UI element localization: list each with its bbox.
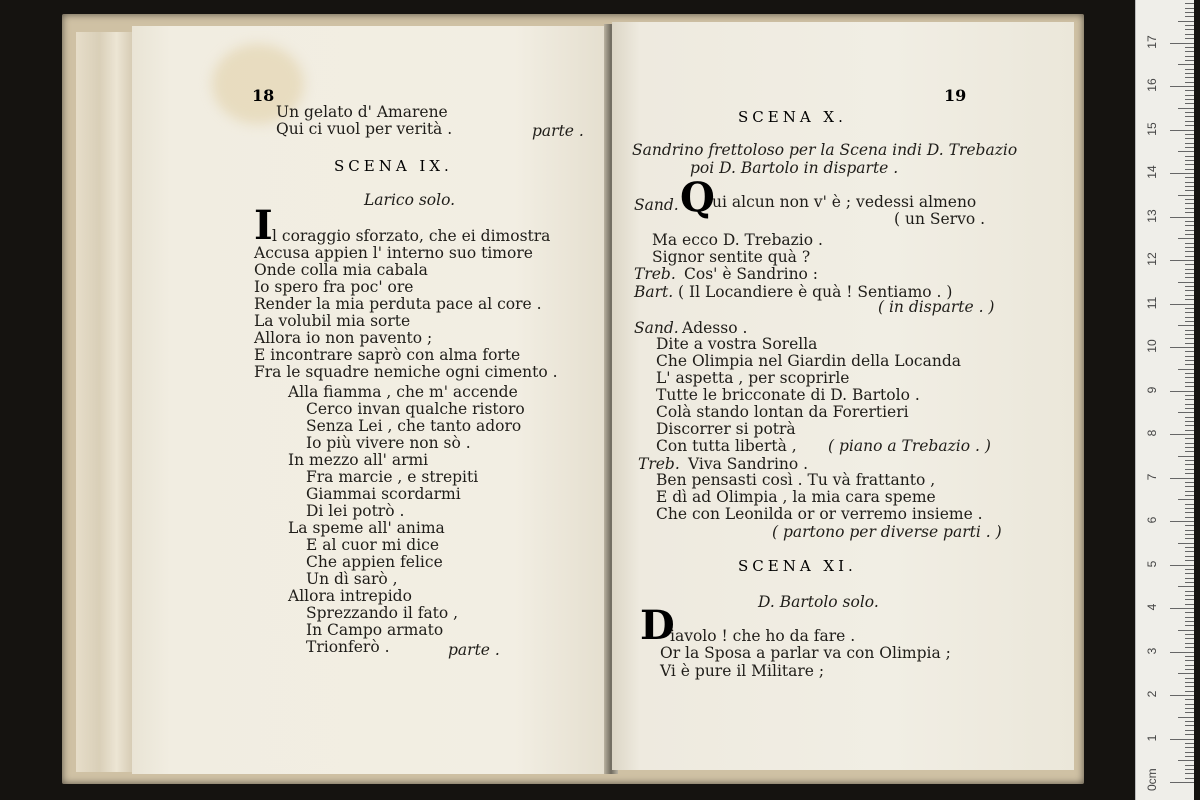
d-line-1: Or la Sposa a parlar va con Olimpia ; (660, 644, 951, 662)
ruler-tick (1185, 634, 1194, 635)
ruler-tick (1185, 612, 1194, 613)
speaker-sand-1: Sand. (634, 196, 679, 214)
ruler-tick (1185, 556, 1194, 557)
ruler-tick (1185, 73, 1194, 74)
ruler-tick (1178, 760, 1194, 761)
ruler-tick (1185, 125, 1194, 126)
ruler-label: 7 (1145, 473, 1159, 480)
verse-line: Senza Lei , che tanto adoro (306, 417, 522, 435)
ruler-tick (1185, 203, 1194, 204)
verse-line: E dì ad Olimpia , la mia cara speme (656, 488, 936, 506)
ruler-tick (1185, 351, 1194, 352)
ruler-tick (1170, 43, 1194, 44)
ruler-tick (1170, 391, 1194, 392)
ruler-tick (1185, 725, 1194, 726)
ruler-label: 11 (1145, 296, 1159, 309)
ruler-tick (1185, 60, 1194, 61)
ruler-tick (1185, 69, 1194, 70)
ruler-tick (1185, 504, 1194, 505)
scene-x-direction-1: Sandrino frettoloso per la Scena indi D. Trebazio (632, 141, 1018, 159)
ruler-tick (1185, 525, 1194, 526)
ruler-tick (1185, 621, 1194, 622)
sand-first-line: ui alcun non v' è ; vedessi almeno (712, 193, 977, 211)
ruler-tick (1185, 730, 1194, 731)
ruler-tick (1178, 412, 1194, 413)
ruler-tick (1185, 8, 1194, 9)
ruler-tick (1185, 769, 1194, 770)
ruler-tick (1178, 151, 1194, 152)
ruler-tick (1185, 512, 1194, 513)
ruler-tick (1185, 308, 1194, 309)
ruler-tick (1185, 408, 1194, 409)
ruler-tick (1170, 521, 1194, 522)
ruler-tick (1185, 691, 1194, 692)
verse-line: Fra marcie , e strepiti (306, 468, 479, 486)
ruler-tick (1185, 704, 1194, 705)
ruler-tick (1185, 656, 1194, 657)
ruler-tick (1185, 625, 1194, 626)
ruler-tick (1185, 734, 1194, 735)
verse-line: Accusa appien l' interno suo timore (254, 244, 533, 262)
ruler-label: 17 (1145, 34, 1159, 49)
ruler-tick (1185, 230, 1194, 231)
ruler-tick (1178, 717, 1194, 718)
ruler-tick (1178, 21, 1194, 22)
scene-xi-direction: D. Bartolo solo. (758, 593, 879, 611)
ruler-tick (1185, 312, 1194, 313)
ruler-tick (1185, 756, 1194, 757)
ruler-tick (1185, 451, 1194, 452)
verse-line: Fra le squadre nemiche ogni cimento . (254, 363, 558, 381)
ruler-tick (1185, 604, 1194, 605)
ruler-tick (1185, 77, 1194, 78)
verse-line: Che appien felice (306, 553, 443, 571)
ruler-tick (1185, 247, 1194, 248)
ruler-tick (1185, 530, 1194, 531)
ruler-tick (1185, 638, 1194, 639)
ruler-tick (1185, 134, 1194, 135)
ruler-tick (1185, 660, 1194, 661)
ruler-label: 3 (1145, 647, 1159, 654)
ruler-tick (1185, 678, 1194, 679)
ruler-tick (1185, 34, 1194, 35)
ruler-tick (1185, 382, 1194, 383)
ruler-tick (1185, 669, 1194, 670)
ruler-tick (1185, 595, 1194, 596)
ruler-tick (1185, 377, 1194, 378)
right-line-a1: Ma ecco D. Trebazio . (652, 231, 823, 249)
verse-line: Un dì sarò , (306, 570, 398, 588)
verse-line: Tutte le bricconate di D. Bartolo . (656, 386, 920, 404)
ruler-tick (1185, 277, 1194, 278)
ruler-label: 2 (1145, 690, 1159, 698)
ruler-tick (1185, 51, 1194, 52)
ruler-label: 8 (1145, 429, 1159, 437)
drop-cap-d: D (640, 602, 675, 649)
ruler-tick (1185, 665, 1194, 666)
verse-line: Allora io non pavento ; (254, 329, 433, 347)
treb-line-1: Cos' è Sandrino : (684, 265, 819, 283)
ruler-tick (1185, 273, 1194, 274)
ruler-tick (1185, 221, 1194, 222)
ruler-tick (1185, 47, 1194, 48)
verse-line: Discorrer si potrà (656, 420, 796, 438)
ruler-tick (1185, 147, 1194, 148)
ruler-tick (1185, 290, 1194, 291)
ruler-tick (1185, 251, 1194, 252)
drop-cap-i: I (254, 202, 273, 249)
ruler-tick (1178, 238, 1194, 239)
ruler-tick (1185, 82, 1194, 83)
d-first-line: iavolo ! che ho da fare . (670, 627, 856, 645)
ruler-label: 5 (1145, 560, 1159, 567)
ruler-tick (1170, 608, 1194, 609)
ruler-tick (1178, 499, 1194, 500)
ruler-tick (1185, 399, 1194, 400)
ruler-tick (1185, 765, 1194, 766)
ruler-tick (1185, 747, 1194, 748)
ruler-tick (1185, 212, 1194, 213)
ruler-tick (1185, 647, 1194, 648)
ruler-tick (1185, 338, 1194, 339)
verse-line: Ben pensasti così . Tu và frattanto , (656, 471, 936, 489)
ruler-tick (1185, 112, 1194, 113)
ruler-tick (1185, 551, 1194, 552)
ruler-tick (1185, 138, 1194, 139)
ruler-label: 1 (1145, 734, 1159, 741)
ruler-tick (1185, 712, 1194, 713)
ruler-tick (1185, 256, 1194, 257)
ruler-tick (1170, 434, 1194, 435)
verse-line: Colà stando lontan da Forertieri (656, 403, 909, 421)
ruler-tick (1185, 99, 1194, 100)
verse-line: In mezzo all' armi (288, 451, 429, 469)
measuring-ruler (1135, 0, 1194, 800)
verse-line: In Campo armato (306, 621, 444, 639)
verse-line: Alla fiamma , che m' accende (288, 383, 518, 401)
ruler-tick (1185, 295, 1194, 296)
ruler-tick (1178, 325, 1194, 326)
ruler-tick (1185, 721, 1194, 722)
verse-line: Io più vivere non sò . (306, 434, 471, 452)
aside-piano: ( piano a Trebazio . ) (828, 437, 991, 455)
ruler-tick (1185, 156, 1194, 157)
left-top-line-2: Qui ci vuol per verità . (276, 120, 453, 138)
page-number-left: 18 (252, 86, 275, 105)
ruler-tick (1185, 430, 1194, 431)
scene-xi-title: SCENA XI. (738, 557, 857, 575)
ruler-label: 6 (1145, 516, 1159, 524)
ruler-tick (1185, 177, 1194, 178)
ruler-tick (1185, 343, 1194, 344)
ruler-tick (1178, 64, 1194, 65)
ruler-tick (1185, 517, 1194, 518)
verse-line: Trionferò . (306, 638, 390, 656)
ruler-tick (1170, 695, 1194, 696)
ruler-tick (1185, 269, 1194, 270)
treb-line-2: Viva Sandrino . (688, 455, 809, 473)
ruler-tick (1185, 38, 1194, 39)
verse-line: E incontrare saprò con alma forte (254, 346, 521, 364)
ruler-tick (1185, 743, 1194, 744)
ruler-tick (1185, 386, 1194, 387)
ruler-tick (1185, 464, 1194, 465)
verse-line: La volubil mia sorte (254, 312, 411, 330)
ruler-tick (1185, 599, 1194, 600)
ruler-tick (1178, 369, 1194, 370)
scene-x-title: SCENA X. (738, 108, 847, 126)
bart-aside: ( in disparte . ) (878, 298, 995, 316)
bart-line: ( Il Locandiere è quà ! Sentiamo . ) (678, 283, 953, 301)
ruler-tick (1170, 130, 1194, 131)
ruler-tick (1185, 199, 1194, 200)
ruler-tick (1185, 495, 1194, 496)
ruler-tick (1185, 591, 1194, 592)
sand-first-line-cont: ( un Servo . (894, 210, 986, 228)
ruler-tick (1185, 538, 1194, 539)
verse-line: E al cuor mi dice (306, 536, 440, 554)
verse-line: Che con Leonilda or or verremo insieme . (656, 505, 983, 523)
ruler-tick (1185, 534, 1194, 535)
ruler-tick (1185, 547, 1194, 548)
ruler-tick (1185, 491, 1194, 492)
page-number-right: 19 (944, 86, 967, 105)
ruler-tick (1170, 86, 1194, 87)
ruler-tick (1185, 699, 1194, 700)
speaker-treb-1: Treb. (634, 265, 676, 283)
ruler-tick (1185, 473, 1194, 474)
ruler-tick (1185, 569, 1194, 570)
ruler-tick (1185, 103, 1194, 104)
ruler-tick (1185, 617, 1194, 618)
ruler-tick (1185, 225, 1194, 226)
ruler-tick (1178, 673, 1194, 674)
ruler-label: 0cm (1145, 768, 1159, 791)
ruler-label: 12 (1145, 252, 1159, 266)
verse-line: Onde colla mia cabala (254, 261, 428, 279)
ruler-tick (1185, 160, 1194, 161)
ruler-tick (1178, 456, 1194, 457)
drop-cap-q: Q (680, 174, 715, 221)
ruler-tick (1185, 460, 1194, 461)
ruler-label: 13 (1145, 208, 1159, 223)
ruler-tick (1185, 364, 1194, 365)
ruler-tick (1170, 217, 1194, 218)
ruler-tick (1185, 373, 1194, 374)
ruler-tick (1185, 56, 1194, 57)
ruler-tick (1185, 573, 1194, 574)
ruler-tick (1185, 508, 1194, 509)
ruler-tick (1185, 264, 1194, 265)
speaker-sand-2: Sand. (634, 319, 679, 337)
ruler-tick (1185, 486, 1194, 487)
ruler-tick (1185, 299, 1194, 300)
ruler-tick (1185, 447, 1194, 448)
ruler-tick (1185, 29, 1194, 30)
ruler-label: 15 (1145, 121, 1159, 136)
ruler-tick (1185, 560, 1194, 561)
ruler-tick (1185, 243, 1194, 244)
ruler-tick (1170, 173, 1194, 174)
ruler-tick (1185, 421, 1194, 422)
ruler-tick (1185, 286, 1194, 287)
ruler-tick (1185, 438, 1194, 439)
ruler-tick (1185, 469, 1194, 470)
ruler-tick (1185, 778, 1194, 779)
d-line-2: Vi è pure il Militare ; (660, 662, 825, 680)
verse-line: Io spero fra poc' ore (254, 278, 414, 296)
ruler-tick (1170, 304, 1194, 305)
ruler-tick (1178, 630, 1194, 631)
ruler-tick (1170, 782, 1194, 783)
ruler-tick (1185, 116, 1194, 117)
ruler-tick (1185, 164, 1194, 165)
ruler-tick (1185, 169, 1194, 170)
ruler-tick (1178, 282, 1194, 283)
verse-line: La speme all' anima (288, 519, 445, 537)
ruler-label: 4 (1145, 603, 1159, 611)
ruler-tick (1185, 25, 1194, 26)
ruler-tick (1185, 190, 1194, 191)
ruler-tick (1185, 404, 1194, 405)
ruler-tick (1185, 186, 1194, 187)
ruler-tick (1185, 443, 1194, 444)
right-line-b-last: Con tutta libertà , (656, 437, 797, 455)
ruler-tick (1185, 182, 1194, 183)
ruler-tick (1185, 773, 1194, 774)
ruler-tick (1170, 478, 1194, 479)
ruler-tick (1170, 652, 1194, 653)
ruler-tick (1185, 321, 1194, 322)
ruler-tick (1170, 739, 1194, 740)
ruler-tick (1185, 208, 1194, 209)
ruler-tick (1185, 330, 1194, 331)
ruler-tick (1170, 347, 1194, 348)
page-edges (76, 32, 134, 772)
verse-line: Dite a vostra Sorella (656, 335, 818, 353)
scene-ix-title: SCENA IX. (334, 157, 453, 175)
ruler-tick (1185, 95, 1194, 96)
ruler-tick (1185, 360, 1194, 361)
ruler-tick (1185, 317, 1194, 318)
ruler-label: 14 (1145, 165, 1159, 179)
ruler-tick (1185, 582, 1194, 583)
verse-line: Che Olimpia nel Giardin della Locanda (656, 352, 961, 370)
verse-line: Render la mia perduta pace al core . (254, 295, 542, 313)
scene-x-direction-2: poi D. Bartolo in disparte . (690, 159, 899, 177)
ruler-label: 9 (1145, 386, 1159, 393)
ruler-tick (1185, 121, 1194, 122)
scene-ix-direction: Larico solo. (364, 191, 456, 209)
ruler-tick (1185, 752, 1194, 753)
ruler-tick (1185, 12, 1194, 13)
ruler-tick (1178, 543, 1194, 544)
left-top-exit: parte . (532, 122, 584, 140)
ruler-tick (1178, 586, 1194, 587)
ruler-tick (1185, 356, 1194, 357)
verse-line: Cerco invan qualche ristoro (306, 400, 525, 418)
ruler-tick (1178, 195, 1194, 196)
ruler-tick (1185, 643, 1194, 644)
ruler-tick (1185, 482, 1194, 483)
ruler-tick (1185, 708, 1194, 709)
speaker-treb-2: Treb. (638, 455, 680, 473)
left-final-exit: parte . (448, 641, 500, 659)
verse-line: L' aspetta , per scoprirle (656, 369, 850, 387)
ruler-tick (1185, 90, 1194, 91)
verse-line: Giammai scordarmi (306, 485, 461, 503)
ruler-tick (1185, 16, 1194, 17)
ruler-label: 10 (1145, 339, 1159, 353)
ruler-label: 16 (1145, 78, 1159, 92)
exit-partono: ( partono per diverse parti . ) (772, 523, 1002, 541)
left-top-line-1: Un gelato d' Amarene (276, 103, 448, 121)
ruler-tick (1185, 417, 1194, 418)
verse-line: Di lei potrò . (306, 502, 405, 520)
ruler-tick (1178, 108, 1194, 109)
verse-line: Sprezzando il fato , (306, 604, 459, 622)
verse-line: Allora intrepido (288, 587, 412, 605)
ruler-tick (1185, 686, 1194, 687)
ruler-tick (1185, 3, 1194, 4)
ruler-tick (1185, 578, 1194, 579)
ruler-tick (1185, 395, 1194, 396)
ruler-tick (1185, 334, 1194, 335)
ruler-tick (1185, 234, 1194, 235)
speaker-bart: Bart. (634, 283, 674, 301)
ruler-tick (1185, 143, 1194, 144)
right-line-a2: Signor sentite quà ? (652, 248, 811, 266)
ruler-tick (1185, 425, 1194, 426)
ruler-tick (1185, 682, 1194, 683)
ruler-tick (1170, 260, 1194, 261)
ruler-tick (1170, 565, 1194, 566)
sand-line-2: Adesso . (682, 319, 748, 337)
left-first-line: l coraggio sforzato, che ei dimostra (272, 227, 551, 245)
